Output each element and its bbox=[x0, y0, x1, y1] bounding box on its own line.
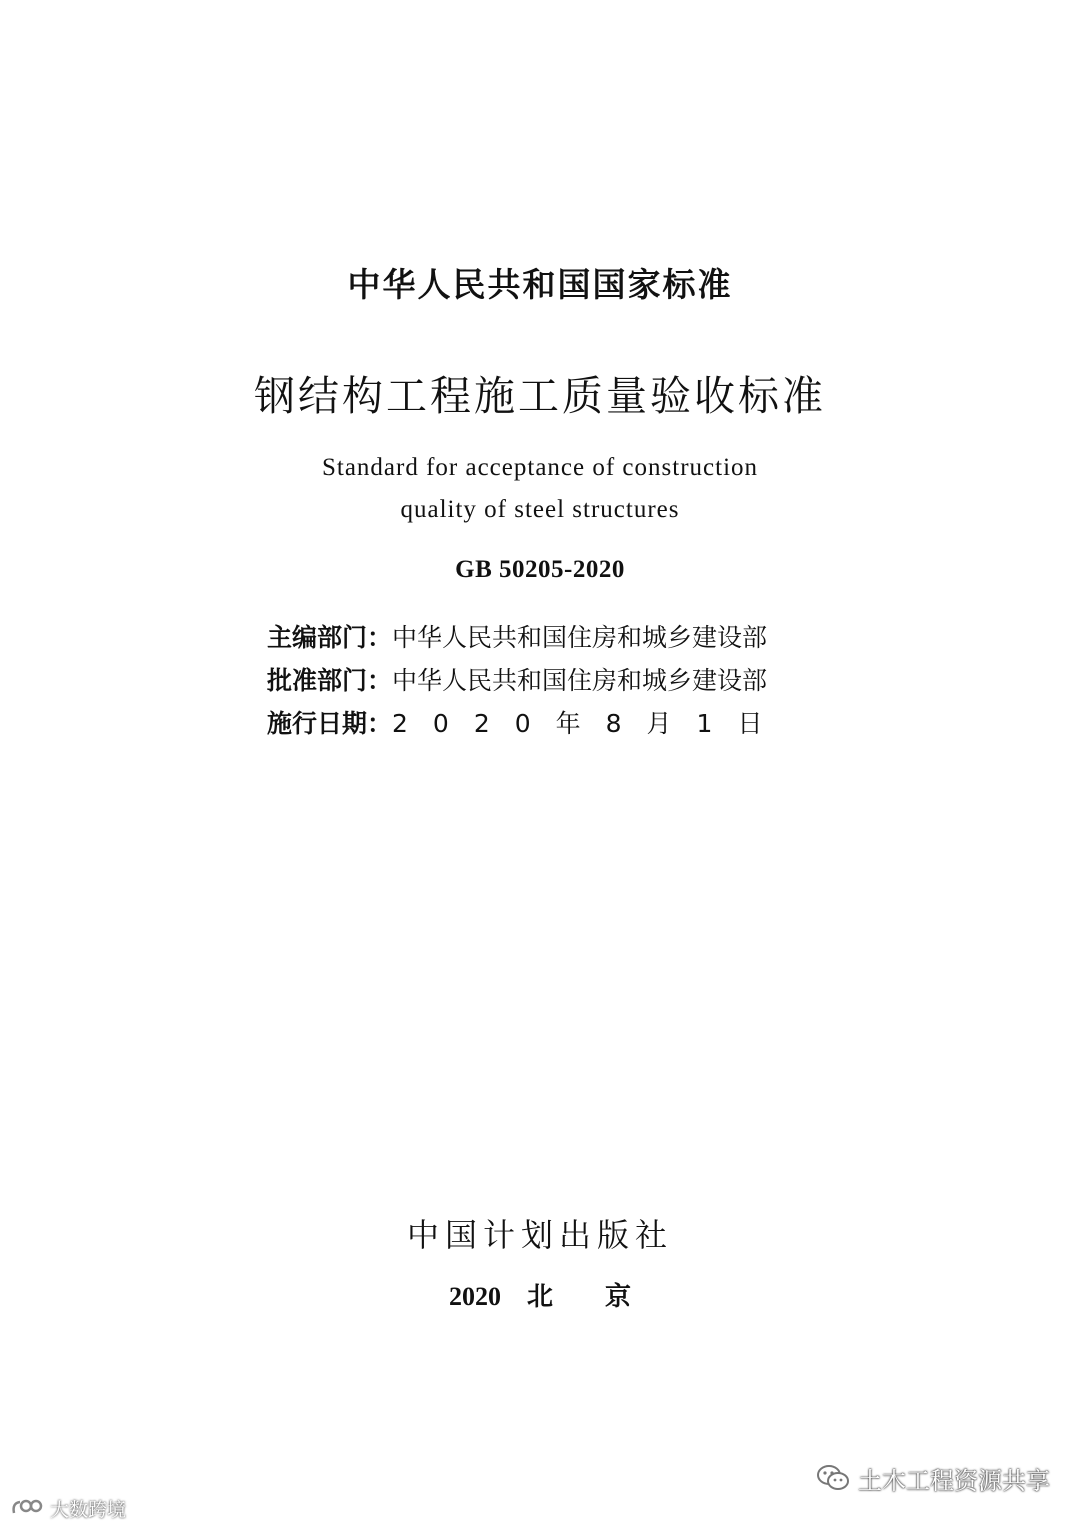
standard-title-chinese: 钢结构工程施工质量验收标准 bbox=[254, 372, 826, 420]
publisher-name: 中国计划出版社 bbox=[406, 1216, 673, 1254]
wechat-icon bbox=[816, 1464, 850, 1492]
info-row-approver bbox=[267, 659, 847, 702]
logo-icon bbox=[10, 1497, 44, 1519]
watermark-wechat bbox=[816, 1458, 1050, 1498]
info-row-effective-date bbox=[267, 702, 847, 745]
info-label: 施行日期： bbox=[267, 709, 393, 738]
info-row-editor bbox=[267, 616, 847, 659]
info-value: 中华人民共和国住房和城乡建设部 bbox=[392, 666, 768, 695]
standard-title-english bbox=[0, 447, 1080, 531]
publication-city: 北京 bbox=[526, 1282, 683, 1311]
national-standard-heading: 中华人民共和国国家标准 bbox=[347, 265, 733, 304]
info-label: 批准部门： bbox=[267, 666, 393, 695]
info-value: 2 0 2 0 年 8 月 1 日 bbox=[392, 709, 763, 738]
watermark-left-text: 大数跨境 bbox=[50, 1498, 127, 1521]
info-value: 中华人民共和国住房和城乡建设部 bbox=[392, 623, 768, 652]
standard-code: GB 50205-2020 bbox=[455, 556, 625, 583]
english-title-line-1: Standard for acceptance of construction bbox=[321, 454, 759, 481]
watermark-right-text: 土木工程资源共享 bbox=[858, 1466, 1050, 1495]
standard-info-block bbox=[267, 616, 847, 745]
publication-place bbox=[0, 1276, 1080, 1313]
publication-year: 2020 bbox=[448, 1282, 501, 1311]
english-title-line-2: quality of steel structures bbox=[400, 496, 680, 523]
watermark-brand bbox=[10, 1493, 126, 1523]
info-label: 主编部门： bbox=[267, 623, 393, 652]
